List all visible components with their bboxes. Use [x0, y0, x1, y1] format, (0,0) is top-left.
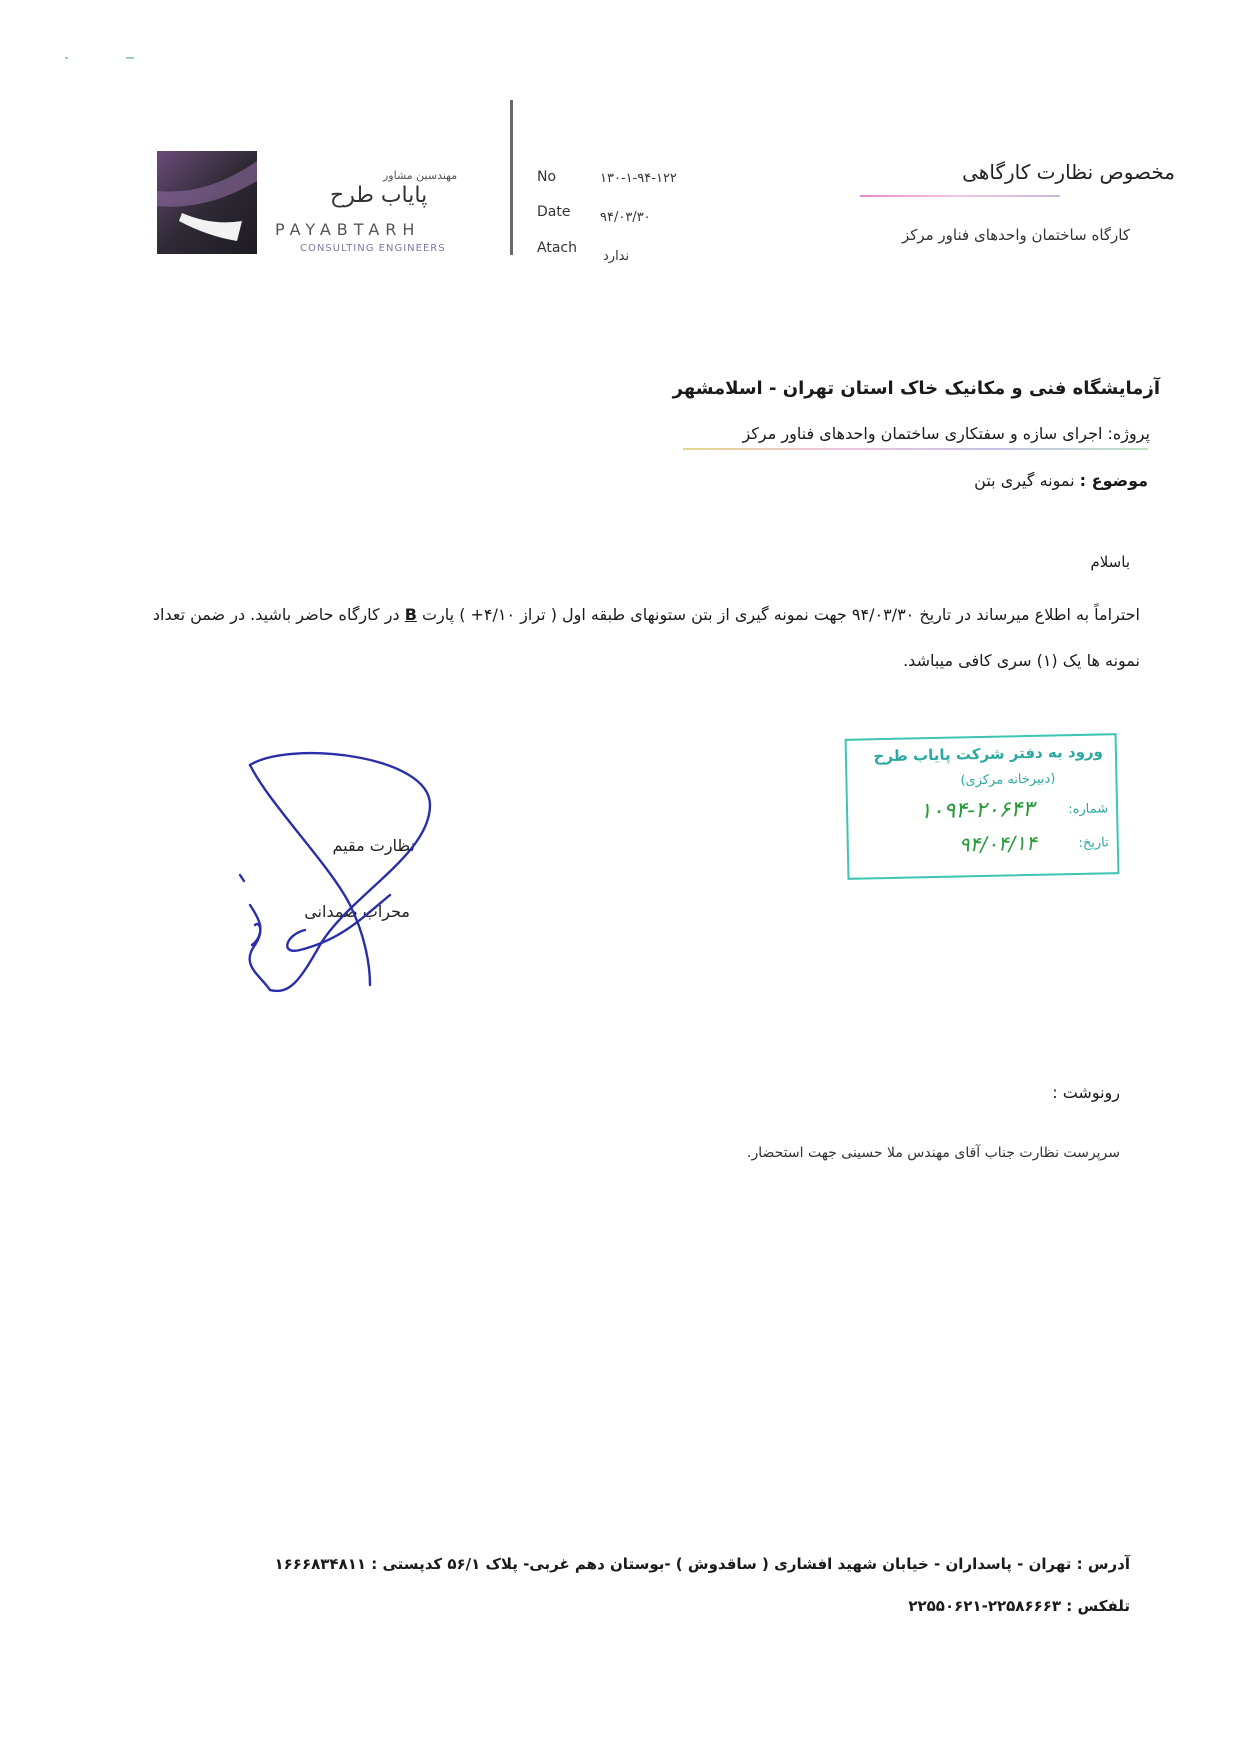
stamp-date-value: ۹۴/۰۴/۱۴ — [958, 830, 1038, 857]
stamp-line-2: (دبیرخانه مرکزی) — [960, 771, 1056, 789]
subject-line — [800, 471, 1148, 490]
logo-company-name-fa: پایاب طرح — [330, 183, 428, 208]
header-divider — [510, 100, 513, 255]
project-highlight — [683, 448, 1148, 450]
meta-date-value: ۹۴/۰۳/۳۰ — [600, 210, 651, 225]
footer-address: آدرس : تهران - پاسداران - خیابان شهید افشاری ( ساقدوش ) -بوستان دهم غربی- پلاک ۵۶/۱ کدپستی : ۱۶۶۶۸۳۴۸۱۱ — [274, 1555, 1130, 1573]
footer-telefax: تلفکس : ۲۲۵۸۶۶۶۳-۲۲۵۵۰۶۲۱ — [908, 1597, 1130, 1615]
cc-label: رونوشت : — [1052, 1083, 1120, 1102]
body-part-1: احتراماً به اطلاع میرساند در تاریخ ۹۴/۰۳/۳۰ جهت نمونه گیری از بتن ستونهای طبقه اول ( تراز ۴/۱۰+ ) پارت — [421, 605, 1140, 624]
logo-company-subtitle-en: CONSULTING ENGINEERS — [300, 243, 446, 254]
scan-speck — [65, 57, 68, 59]
subject-label: موضوع : — [1079, 471, 1148, 490]
body-part-letter: B — [404, 605, 417, 624]
special-label: مخصوص نظارت کارگاهی — [962, 160, 1175, 184]
meta-no-label: No — [537, 169, 557, 185]
meta-date-label: Date — [537, 204, 571, 220]
scan-speck — [126, 57, 134, 59]
logo-subtitle-fa: مهندسین مشاور — [383, 169, 458, 182]
signatory-name: محراب صمدانی — [304, 902, 410, 921]
recipient: آزمایشگاه فنی و مکانیک خاک استان تهران - اسلامشهر — [672, 378, 1160, 399]
signatory-title: نظارت مقیم — [332, 836, 415, 855]
worksite-label: کارگاه ساختمان واحدهای فناور مرکز — [901, 226, 1130, 244]
special-label-underline — [860, 195, 1060, 197]
logo-company-name-en: PAYABTARH — [275, 220, 421, 239]
meta-attach-value: ندارد — [603, 249, 630, 264]
project-line: پروژه: اجرای سازه و سفتکاری ساختمان واحدهای فناور مرکز — [742, 424, 1150, 443]
cc-text: سرپرست نظارت جناب آقای مهندس ملا حسینی جهت استحضار. — [747, 1145, 1120, 1161]
stamp-date-label: تاریخ: — [1078, 835, 1109, 851]
stamp-number-label: شماره: — [1068, 801, 1109, 818]
greeting: باسلام — [1090, 553, 1130, 571]
registry-stamp — [845, 733, 1120, 880]
company-logo-mark — [157, 151, 257, 254]
stamp-number-value: ۱۰۹۴-۲۰۶۴۳ — [919, 796, 1035, 825]
stamp-line-1: ورود به دفتر شرکت پایاب طرح — [873, 742, 1104, 766]
body-part-2: در کارگاه حاضر باشید. در ضمن تعداد نمونه ها یک (۱) سری کافی میباشد. — [152, 605, 1140, 670]
handwritten-signature-icon — [230, 745, 450, 1025]
logo-emblem-icon — [157, 151, 257, 254]
letter-body — [140, 592, 1140, 684]
subject-value: نمونه گیری بتن — [974, 471, 1075, 490]
meta-attach-label: Atach — [537, 240, 577, 256]
meta-no-value: ۱۳۰-۱-۹۴-۱۲۲ — [600, 171, 677, 186]
